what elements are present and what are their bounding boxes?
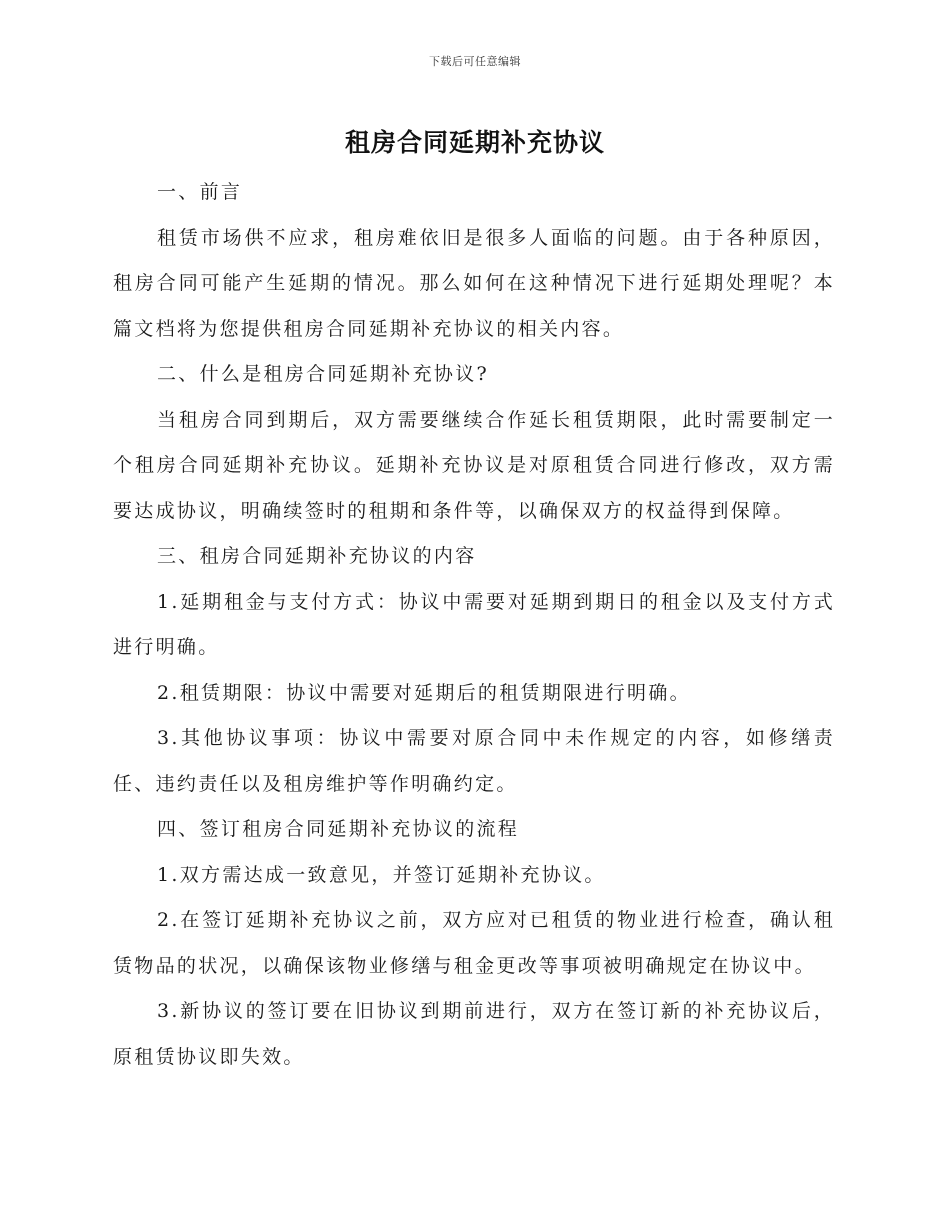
list-item-agreement: 1.双方需达成一致意见，并签订延期补充协议。 [157,863,606,886]
list-item-lease-term: 2.租赁期限：协议中需要对延期后的租赁期限进行明确。 [157,681,691,704]
section-heading-content: 三、租房合同延期补充协议的内容 [157,545,477,567]
list-item-rent-payment: 1.延期租金与支付方式：协议中需要对延期到期日的租金以及支付方式进行明确。 [113,590,835,658]
list-item-inspection: 2.在签订延期补充协议之前，双方应对已租赁的物业进行检查，确认租赁物品的状况，以确保该物业修缮与租金更改等事项被明确规定在协议中。 [113,909,835,977]
paragraph-preface: 租赁市场供不应求，租房难依旧是很多人面临的问题。由于各种原因，租房合同可能产生延期的情况。那么如何在这种情况下进行延期处理呢？本篇文档将为您提供租房合同延期补充协议的相关内容。 [113,226,835,340]
document-title: 租房合同延期补充协议 [344,128,605,157]
paragraph-definition: 当租房合同到期后，双方需要继续合作延长租赁期限，此时需要制定一个租房合同延期补充协议。延期补充协议是对原租赁合同进行修改，双方需要达成协议，明确续签时的租期和条件等，以确保双方的权益得到保障。 [113,408,835,522]
section-heading-preface: 一、前言 [157,181,243,203]
list-item-timing: 3.新协议的签订要在旧协议到期前进行，双方在签订新的补充协议后，原租赁协议即失效。 [113,1000,835,1068]
list-item-other-matters: 3.其他协议事项：协议中需要对原合同中未作规定的内容，如修缮责任、违约责任以及租房维护等作明确约定。 [113,727,835,795]
header-note: 下载后可任意编辑 [429,55,521,68]
document-body [113,170,835,1080]
section-heading-definition: 二、什么是租房合同延期补充协议? [157,363,489,385]
section-heading-process: 四、签订租房合同延期补充协议的流程 [157,818,520,840]
